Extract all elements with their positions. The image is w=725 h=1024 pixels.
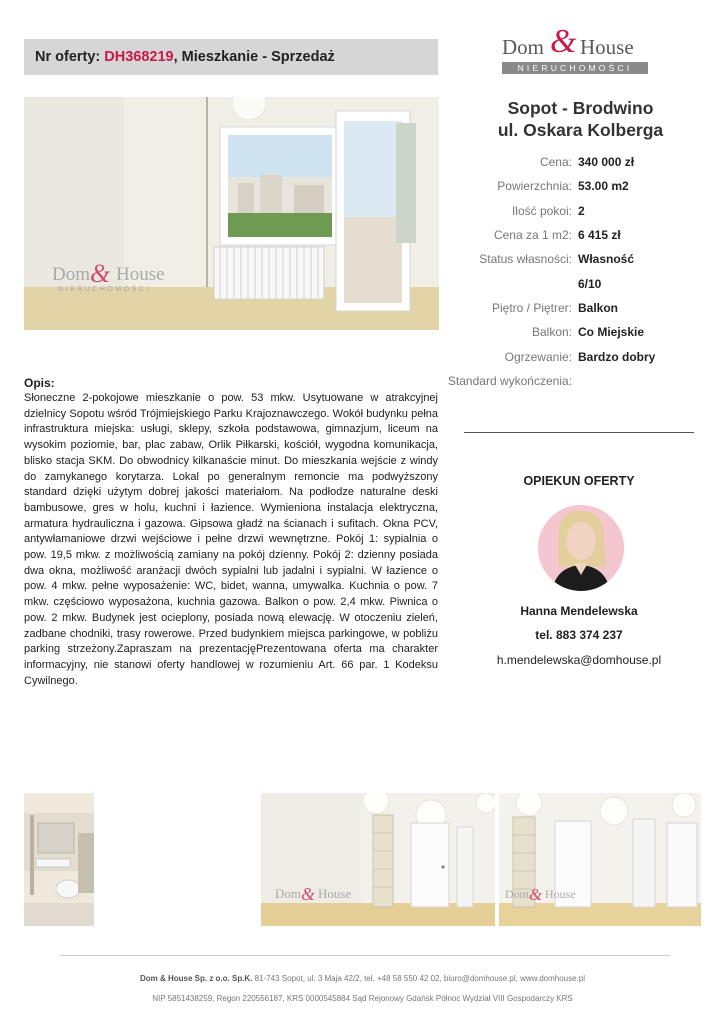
logo-word-house: House — [580, 35, 634, 59]
detail-row-area — [440, 174, 710, 198]
detail-value: 53.00 m2 — [578, 179, 629, 194]
detail-value: Co Miejskie — [578, 325, 645, 340]
main-apartment-photo — [24, 97, 439, 330]
detail-label: Balkon: — [531, 325, 572, 340]
company-logo — [500, 23, 650, 77]
detail-row-balcony — [440, 320, 710, 344]
listing-title — [453, 97, 708, 141]
logo-ampersand: & — [550, 23, 577, 60]
footer-divider — [60, 955, 670, 956]
offer-type: , Mieszkanie - Sprzedaż — [173, 49, 335, 65]
agent-avatar — [538, 505, 624, 591]
logo-word-dom: Dom — [502, 35, 544, 59]
divider — [464, 432, 694, 433]
detail-value: Balkon — [578, 300, 619, 315]
detail-label: Powierzchnia: — [497, 179, 572, 194]
bathroom-photo — [24, 793, 94, 926]
detail-label: Piętro / Piętrer: — [491, 300, 572, 315]
detail-label: Cena: — [539, 155, 572, 170]
detail-label: Standard wykończenia: — [447, 373, 572, 388]
detail-value: 2 — [578, 203, 585, 218]
detail-row-price-per-m2 — [440, 223, 710, 247]
detail-value: Własność — [578, 252, 635, 267]
detail-value: 6/10 — [578, 276, 602, 291]
offer-id: DH368219 — [104, 49, 174, 65]
footer-company: Dom & House Sp. z o.o. Sp.K. — [139, 974, 253, 983]
detail-row-heating — [440, 344, 710, 368]
detail-value: 6 415 zł — [578, 228, 621, 243]
agent-email: h.mendelewska@domhouse.pl — [496, 653, 662, 667]
entrance-photo — [499, 793, 701, 926]
svg-text:&: & — [529, 885, 543, 904]
detail-label: Ogrzewanie: — [504, 349, 572, 364]
svg-text:House: House — [116, 264, 165, 285]
detail-label: Status własności: — [479, 252, 572, 267]
svg-text:Dom: Dom — [505, 887, 529, 901]
listing-title-street: ul. Oskara Kolberga — [497, 120, 664, 140]
property-details — [440, 150, 710, 393]
detail-row-floor-value — [440, 271, 710, 295]
svg-text:&: & — [90, 259, 111, 288]
footer-contact — [0, 974, 725, 983]
detail-row-floor — [440, 296, 710, 320]
svg-text:Dom: Dom — [275, 886, 301, 901]
detail-row-finish-standard — [440, 369, 710, 393]
description-heading: Opis: — [24, 376, 55, 390]
detail-value: Bardzo dobry — [578, 349, 656, 364]
agent-heading: OPIEKUN OFERTY — [523, 474, 635, 488]
logo-tagline: NIERUCHOMOŚCI — [502, 62, 648, 74]
svg-text:&: & — [301, 884, 316, 904]
detail-value: 340 000 zł — [578, 155, 635, 170]
agent-phone: tel. 883 374 237 — [535, 628, 623, 642]
agent-name: Hanna Mendelewska — [520, 604, 638, 618]
detail-label: Cena za 1 m2: — [493, 228, 572, 243]
svg-text:NIERUCHOMOŚCI: NIERUCHOMOŚCI — [58, 286, 151, 293]
detail-row-ownership — [440, 247, 710, 271]
footer-address: 81-743 Sopot, ul. 3 Maja 42/2, tel. +48 58 550 42 02, biuro@domhouse.pl, www.domhouse.pl — [252, 974, 585, 983]
description-text: Słoneczne 2-pokojowe mieszkanie o pow. 53 mkw. Usytuowane w atrakcyjnej dzielnicy Sopotu wśród Trójmiejskiego Parku Krajoznawczego. Wokół budynku pełna infrastruktura miejska: usługi, sklepy, szkoła podstawowa, gimnazjum, liceum na wysokim poziomie, bar, plac zabaw, Orlik Piłkarski, kościół, wygodna komunikacja, blisko stacja SKM. Do obwodnicy kilkanaście minut. Do mieszkania wejście z windy do zamykanego korytarza. Lokal po generalnym remoncie ma podwyższony standard dzięki użytym dobrej jakości materiałom. Na podłodze naturalne deski bambusowe, gres w holu, kuchni i łazience. Wymieniona instalacja elektryczna, armatura hydrauliczna i gazowa. Gipsowa gładź na ścianach i sufitach. Okna PCV, antywłamaniowe drzwi wejściowe i pełne drzwi wewnętrzne. Pokój 1: sypialnia o pow. 19,5 mkw. z możliwością zamiany na pokój dzienny. Pokój 2: dzienny posiada dwa okna, możliwość aranżacji dwóch sypialni lub jadalni i sypialni. W łazience o pow. 4 mkw. pełne wyposażenie: WC, bidet, wanna, umywalka. Kuchnia o pow. 7 mkw. częściowo wyposażona, kuchnia gazowa. Balkon o pow. 2,4 mkw. Piwnica o pow. 2 mkw. Budynek jest ocieplony, posiada nową elewację. W otoczeniu zieleń, zadbane chodniki, trasy rowerowe. Przed budynkiem miejsca parkingowe, w pobliżu parking strzeżony.Zapraszam na prezentacjęPrezentowana oferta ma charakter informacyjny, nie stanowi oferty handlowej w rozumieniu Art. 66 par. 1 Kodeksu Cywilnego. — [24, 392, 438, 687]
svg-text:Dom: Dom — [52, 264, 90, 285]
svg-text:House: House — [545, 887, 576, 901]
svg-text:House: House — [318, 886, 352, 901]
detail-row-price — [440, 150, 710, 174]
detail-label: Ilość pokoi: — [511, 203, 572, 218]
detail-row-rooms — [440, 199, 710, 223]
footer-registry: NIP 5851438259, Regon 220556187, KRS 0000545884 Sąd Rejonowy Gdańsk Północ Wydział VIII Gospodarczy KRS — [152, 994, 573, 1003]
hallway-photo — [261, 793, 495, 926]
offer-header — [24, 39, 438, 75]
listing-title-location: Sopot - Brodwino — [507, 98, 654, 118]
offer-prefix: Nr oferty: — [35, 49, 105, 65]
